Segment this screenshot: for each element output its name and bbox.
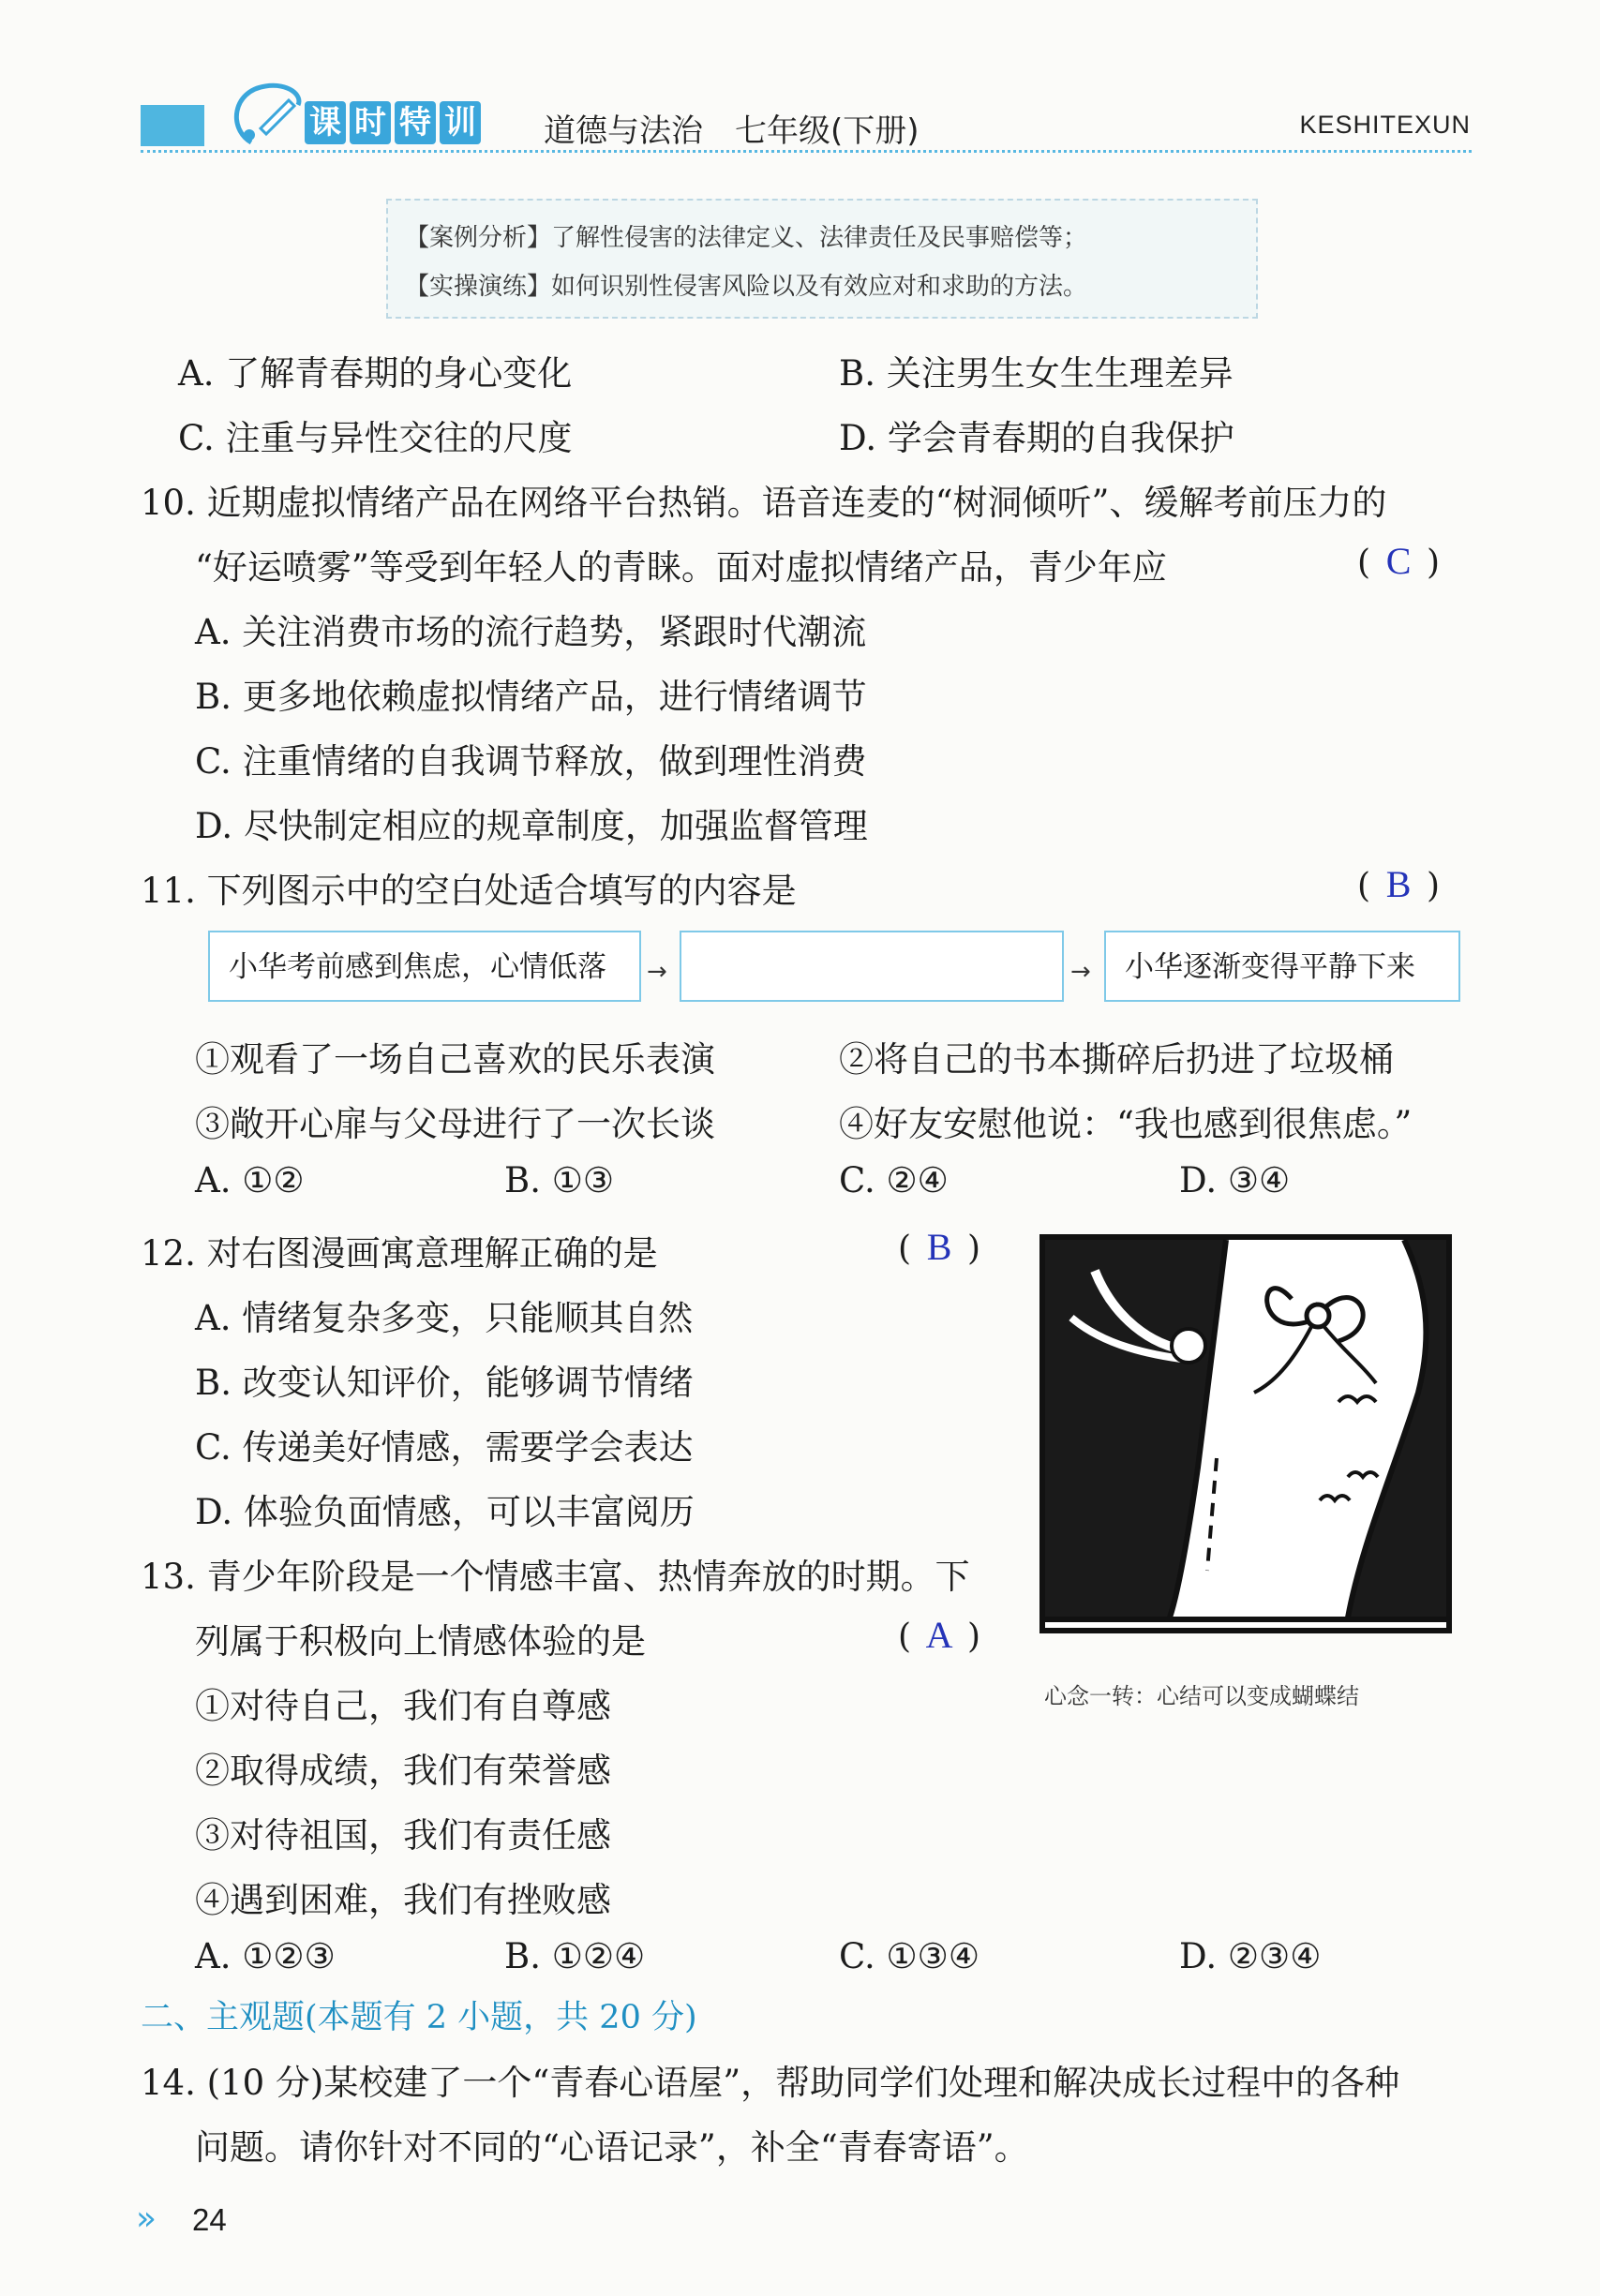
note-line: 【案例分析】了解性侵害的法律定义、法律责任及民事赔偿等； xyxy=(405,224,1088,252)
brand-english: KESHITEXUN xyxy=(1299,111,1471,139)
brand-char: 课 xyxy=(305,101,346,144)
q13-answer: A xyxy=(925,1614,953,1656)
cartoon-caption: 心念一转：心结可以变成蝴蝶结 xyxy=(1044,1683,1359,1709)
q14-stem-line2: 问题。请你针对不同的“心语记录”，补全“青春寄语”。 xyxy=(195,2127,1029,2168)
q10-option-a: A. 关注消费市场的流行趋势，紧跟时代潮流 xyxy=(195,612,867,652)
note-box xyxy=(386,199,1258,319)
q11-option-d: D. ③④ xyxy=(1179,1160,1291,1200)
q13-option-c: C. ①③④ xyxy=(839,1936,980,1976)
subject-title: 道德与法治 七年级(下册) xyxy=(544,112,920,150)
q11-option-a: A. ①② xyxy=(195,1160,305,1200)
q10-answer: C xyxy=(1385,540,1412,582)
flow-box-end: 小华逐渐变得平静下来 xyxy=(1104,931,1460,1002)
section-heading: 二、主观题(本题有 2 小题，共 20 分) xyxy=(141,1999,697,2036)
q13-statement-3: ③对待祖国，我们有责任感 xyxy=(195,1815,611,1856)
q13-option-a: A. ①②③ xyxy=(195,1936,336,1976)
flow-arrow-icon: → xyxy=(1070,958,1091,986)
q12-option-a: A. 情绪复杂多变，只能顺其自然 xyxy=(195,1298,694,1338)
q11-statement-3: ③敞开心扉与父母进行了一次长谈 xyxy=(195,1104,715,1144)
flow-box-start: 小华考前感到焦虑，心情低落 xyxy=(208,931,641,1002)
q13-option-b: B. ①②④ xyxy=(504,1936,646,1976)
q11-statement-2: ②将自己的书本撕碎后扔进了垃圾桶 xyxy=(839,1039,1394,1080)
q9-option-d: D. 学会青春期的自我保护 xyxy=(839,418,1234,458)
flow-arrow-icon: → xyxy=(647,958,667,986)
q11-option-b: B. ①③ xyxy=(504,1160,615,1200)
q9-option-a: A. 了解青春期的身心变化 xyxy=(178,353,573,394)
q13-option-d: D. ②③④ xyxy=(1179,1936,1322,1976)
brand-char: 训 xyxy=(440,101,481,144)
q10-stem-line2: “好运喷雾”等受到年轻人的青睐。面对虚拟情绪产品，青少年应 xyxy=(195,547,1167,588)
q12-answer: B xyxy=(926,1226,952,1268)
q13-statement-2: ②取得成绩，我们有荣誉感 xyxy=(195,1751,611,1791)
q11-stem: 11. 下列图示中的空白处适合填写的内容是 xyxy=(141,871,797,911)
page-arrow-icon: » xyxy=(136,2199,157,2238)
q10-answer-bracket: ( C ) xyxy=(1357,540,1441,582)
brand-char: 特 xyxy=(395,101,436,144)
q13-statement-1: ①对待自己，我们有自尊感 xyxy=(195,1686,611,1726)
q11-statement-4: ④好友安慰他说：“我也感到很焦虑。” xyxy=(839,1104,1413,1144)
q11-answer-bracket: ( B ) xyxy=(1357,863,1441,905)
q11-statement-1: ①观看了一场自己喜欢的民乐表演 xyxy=(195,1039,715,1080)
q12-answer-bracket: ( B ) xyxy=(898,1226,981,1268)
q11-answer: B xyxy=(1385,863,1412,905)
q12-option-b: B. 改变认知评价，能够调节情绪 xyxy=(195,1363,694,1403)
q10-option-d: D. 尽快制定相应的规章制度，加强监督管理 xyxy=(195,806,868,846)
q9-option-c: C. 注重与异性交往的尺度 xyxy=(178,418,573,458)
header-divider xyxy=(141,150,1472,153)
page-number: 24 xyxy=(192,2202,227,2237)
note-line: 【实操演练】如何识别性侵害风险以及有效应对和求助的方法。 xyxy=(405,273,1088,301)
q13-statement-4: ④遇到困难，我们有挫败感 xyxy=(195,1880,611,1920)
q12-option-d: D. 体验负面情感，可以丰富阅历 xyxy=(195,1492,695,1532)
brand-title xyxy=(305,101,481,144)
q12-option-c: C. 传递美好情感，需要学会表达 xyxy=(195,1427,694,1468)
flow-box-blank xyxy=(680,931,1064,1002)
tree-bow-cartoon xyxy=(1039,1233,1453,1647)
q9-option-b: B. 关注男生女生生理差异 xyxy=(839,353,1234,394)
q13-stem-line1: 13. 青少年阶段是一个情感丰富、热情奔放的时期。下 xyxy=(141,1557,970,1597)
q13-answer-bracket: ( A ) xyxy=(898,1614,981,1656)
q13-stem-line2: 列属于积极向上情感体验的是 xyxy=(195,1621,646,1662)
q10-stem-line1: 10. 近期虚拟情绪产品在网络平台热销。语音连麦的“树洞倾听”、缓解考前压力的 xyxy=(141,483,1387,523)
brand-char: 时 xyxy=(350,101,391,144)
q10-option-b: B. 更多地依赖虚拟情绪产品，进行情绪调节 xyxy=(195,677,867,717)
q14-stem-line1: 14. (10 分)某校建了一个“青春心语屋”，帮助同学们处理和解决成长过程中的各种 xyxy=(141,2063,1400,2103)
q11-option-c: C. ②④ xyxy=(839,1160,949,1200)
q10-option-c: C. 注重情绪的自我调节释放，做到理性消费 xyxy=(195,741,867,782)
q12-stem: 12. 对右图漫画寓意理解正确的是 xyxy=(141,1233,658,1274)
header-color-block xyxy=(141,105,204,146)
